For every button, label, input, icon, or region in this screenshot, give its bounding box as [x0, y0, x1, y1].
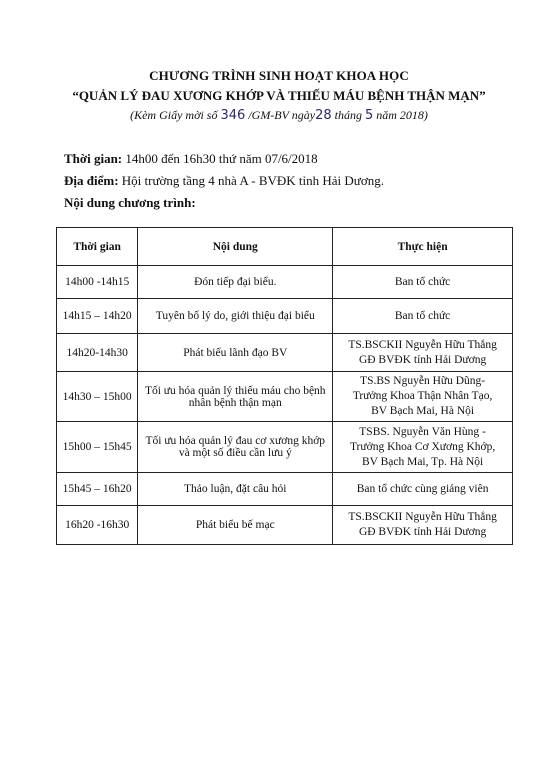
header-time: Thời gian [57, 228, 138, 266]
time-label: Thời gian: [64, 151, 123, 166]
row-performer [333, 299, 513, 334]
performer-line: TS.BSCKII Nguyễn Hữu Thắng [348, 511, 497, 523]
invite-suffix: năm 2018) [376, 108, 428, 122]
performer-line: GĐ BVĐK tỉnh Hải Dương [358, 353, 487, 366]
program-label: Nội dung chương trình: [64, 195, 196, 210]
row-time: 14h15 – 14h20 [57, 299, 138, 334]
performer-line: GĐ BVĐK tỉnh Hải Dương [358, 526, 487, 538]
performer-line: Trưởng Khoa Thận Nhân Tạo, [352, 390, 493, 402]
performer-line: BV Bạch Mai, Tp. Hà Nội [361, 455, 484, 468]
invitation-reference [0, 108, 558, 123]
time-value: 14h00 đến 16h30 thứ năm 07/6/2018 [125, 151, 318, 166]
performer-line: TS.BSCKII Nguyễn Hữu Thắng [348, 338, 497, 351]
time-line [64, 151, 318, 167]
invite-month: 5 [364, 108, 374, 123]
row-time: 15h45 – 16h20 [57, 473, 138, 506]
program-table [56, 227, 513, 545]
performer-line: Ban tổ chức [394, 309, 451, 322]
table-header-row [57, 228, 513, 266]
invite-mid: /GM-BV ngày [248, 108, 316, 122]
document-subtitle: “QUẢN LÝ ĐAU XƯƠNG KHỚP VÀ THIẾU MÁU BỆNH THẬN MẠN” [72, 88, 486, 103]
table-row [57, 266, 513, 299]
header-performer: Thực hiện [333, 228, 513, 266]
place-line [64, 173, 384, 189]
table-row [57, 506, 513, 545]
row-content: Thảo luận, đặt câu hỏi [138, 473, 333, 506]
row-content: Phát biểu lãnh đạo BV [138, 334, 333, 372]
document-title: CHƯƠNG TRÌNH SINH HOẠT KHOA HỌC [149, 68, 409, 83]
row-content: Phát biểu bế mạc [138, 506, 333, 545]
row-time: 14h30 – 15h00 [57, 372, 138, 422]
table-row [57, 372, 513, 422]
performer-line: TS.BS Nguyễn Hữu Dũng- [360, 375, 486, 387]
program-heading [64, 195, 196, 211]
table-row [57, 473, 513, 506]
row-time: 14h20-14h30 [57, 334, 138, 372]
performer-line: Ban tổ chức [394, 275, 451, 288]
row-time: 14h00 -14h15 [57, 266, 138, 299]
place-value: Hội trường tầng 4 nhà A - BVĐK tỉnh Hải Dương. [121, 173, 384, 188]
invite-number: 346 [220, 108, 246, 123]
row-time: 15h00 – 15h45 [57, 422, 138, 473]
performer-line: TSBS. Nguyễn Văn Hùng - [359, 425, 486, 438]
row-content: Tối ưu hóa quản lý thiếu máu cho bệnh nhân bệnh thận mạn [138, 372, 333, 422]
place-label: Địa điểm: [64, 173, 119, 188]
invite-day: 28 [315, 108, 332, 123]
performer-line: Trưởng Khoa Cơ Xương Khớp, [349, 440, 496, 453]
row-performer [333, 473, 513, 506]
table-row [57, 299, 513, 334]
row-performer [333, 266, 513, 299]
table-row [57, 334, 513, 372]
row-time: 16h20 -16h30 [57, 506, 138, 545]
invite-prefix: (Kèm Giấy mời số [130, 108, 218, 122]
row-content: Đón tiếp đại biểu. [138, 266, 333, 299]
row-performer [333, 372, 513, 422]
header-content: Nội dung [138, 228, 333, 266]
row-performer [333, 422, 513, 473]
row-performer [333, 334, 513, 372]
invite-month-label: tháng [334, 108, 362, 122]
table-row [57, 422, 513, 473]
row-content: Tối ưu hóa quản lý đau cơ xương khớp và một số điều cần lưu ý [138, 422, 333, 473]
row-performer [333, 506, 513, 545]
performer-line: Ban tổ chức cùng giảng viên [356, 482, 489, 495]
row-content: Tuyên bố lý do, giới thiệu đại biểu [138, 299, 333, 334]
performer-line: BV Bạch Mai, Hà Nội [371, 405, 475, 417]
